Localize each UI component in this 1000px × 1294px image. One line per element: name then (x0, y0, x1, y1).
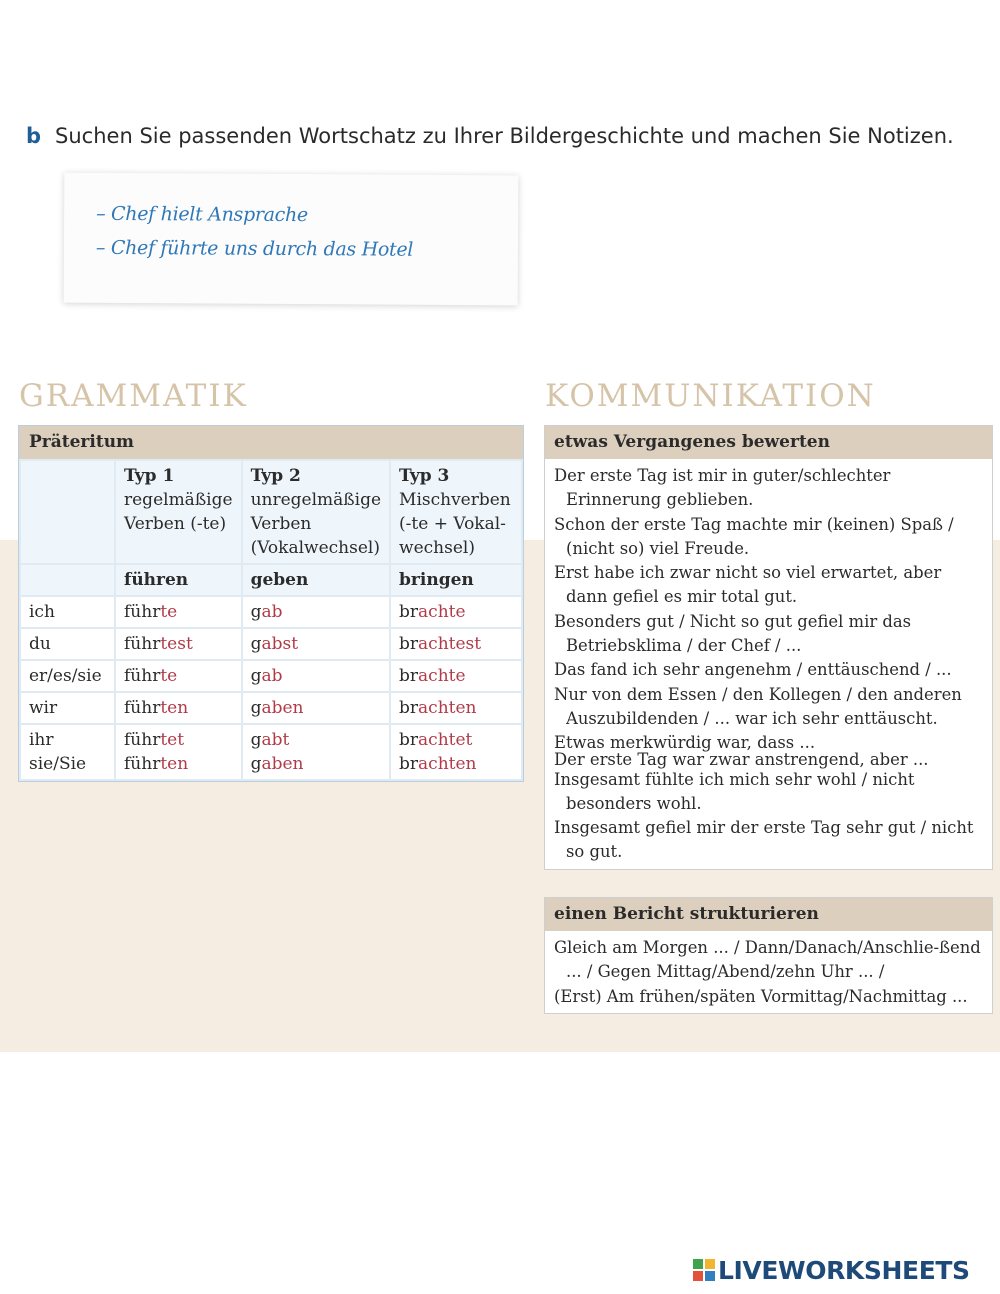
evaluate-past-box (544, 425, 993, 870)
communication-section-title: KOMMUNIKATION (545, 378, 876, 414)
conjugation-row-plural (20, 724, 522, 780)
verb-form: gaben (242, 692, 390, 724)
notes-card (64, 173, 519, 306)
phrase-item: Schon der erste Tag machte mir (keinen) Spaß / (nicht so) viel Freude. (554, 514, 954, 558)
phrase-item: Der erste Tag war zwar anstrengend, aber ... (554, 749, 929, 769)
phrase-item: (Erst) Am frühen/späten Vormittag/Nachmittag ... (554, 986, 968, 1006)
verb-form: brachtet brachten (390, 724, 522, 780)
phrase-item: Insgesamt gefiel mir der erste Tag sehr gut / nicht so gut. (554, 818, 974, 862)
phrase-item: Etwas merkwürdig war, dass ... (554, 733, 816, 753)
phrase-item: Besonders gut / Nicht so gut gefiel mir das Betriebsklima / der Chef / ... (554, 611, 912, 656)
pronoun: ihr sie/Sie (20, 724, 115, 780)
verb-form: gabst (242, 628, 390, 660)
evaluate-past-title: etwas Vergangenes bewerten (545, 426, 992, 459)
conjugation-row (20, 692, 522, 724)
type-2-header: Typ 2 unregelmäßige Verben (Vokalwechsel) (242, 460, 390, 564)
verb-form: führtest (115, 628, 242, 660)
verb-form: führte (115, 596, 242, 628)
conjugation-table (19, 459, 523, 781)
infinitive: führen (115, 564, 242, 596)
verb-form: gab (242, 660, 390, 692)
verb-form: brachte (390, 660, 522, 692)
conjugation-row (20, 628, 522, 660)
pronoun: du (20, 628, 115, 660)
grammar-box (18, 425, 524, 782)
task-text: Suchen Sie passenden Wortschatz zu Ihrer Bildergeschichte und machen Sie Notizen. (55, 124, 954, 148)
phrase-item: Gleich am Morgen ... / Dann/Danach/Anschlie-ßend ... / Gegen Mittag/Abend/zehn Uhr ... / (554, 938, 981, 982)
infinitive: geben (242, 564, 390, 596)
verb-form: brachte (390, 596, 522, 628)
conjugation-row (20, 596, 522, 628)
phrase-item: Das fand ich sehr angenehm / enttäuschend / ... (554, 660, 952, 680)
phrase-item: Nur von dem Essen / den Kollegen / den anderen Auszubildenden / ... war ich sehr enttäuscht. (554, 684, 962, 728)
verb-form: brachten (390, 692, 522, 724)
verb-form: führten (115, 692, 242, 724)
verb-form: gabt gaben (242, 724, 390, 780)
logo-text: LIVEWORKSHEETS (718, 1256, 970, 1285)
type-1-header: Typ 1 regelmäßige Verben (-te) (115, 460, 242, 564)
grammar-box-title: Präteritum (19, 426, 523, 459)
infinitive-row (20, 564, 522, 596)
phrase-list (545, 931, 992, 1013)
report-structure-box (544, 897, 993, 1014)
pronoun: ich (20, 596, 115, 628)
verb-form: brachtest (390, 628, 522, 660)
liveworksheets-logo (693, 1256, 970, 1284)
logo-grid-icon (693, 1259, 715, 1281)
task-instruction (26, 124, 996, 148)
type-header-row (20, 460, 522, 564)
verb-form: gab (242, 596, 390, 628)
grammar-section-title: GRAMMATIK (19, 378, 248, 414)
note-line: – Chef führte uns durch das Hotel (95, 236, 414, 261)
verb-form: führte (115, 660, 242, 692)
verb-form: führtet führten (115, 724, 242, 780)
note-line: – Chef hielt Ansprache (96, 202, 308, 227)
conjugation-row (20, 660, 522, 692)
phrase-item: Der erste Tag ist mir in guter/schlechter Erinnerung geblieben. (554, 466, 891, 510)
task-letter: b (26, 124, 42, 148)
phrase-item: Erst habe ich zwar nicht so viel erwartet, aber dann gefiel es mir total gut. (554, 563, 942, 607)
phrase-list (545, 459, 992, 869)
pronoun: er/es/sie (20, 660, 115, 692)
pronoun: wir (20, 692, 115, 724)
phrase-item: Insgesamt fühlte ich mich sehr wohl / nicht besonders wohl. (554, 769, 915, 813)
type-3-header: Typ 3 Mischverben (-te + Vokal- wechsel) (390, 460, 522, 564)
infinitive: bringen (390, 564, 522, 596)
report-structure-title: einen Bericht strukturieren (545, 898, 992, 931)
